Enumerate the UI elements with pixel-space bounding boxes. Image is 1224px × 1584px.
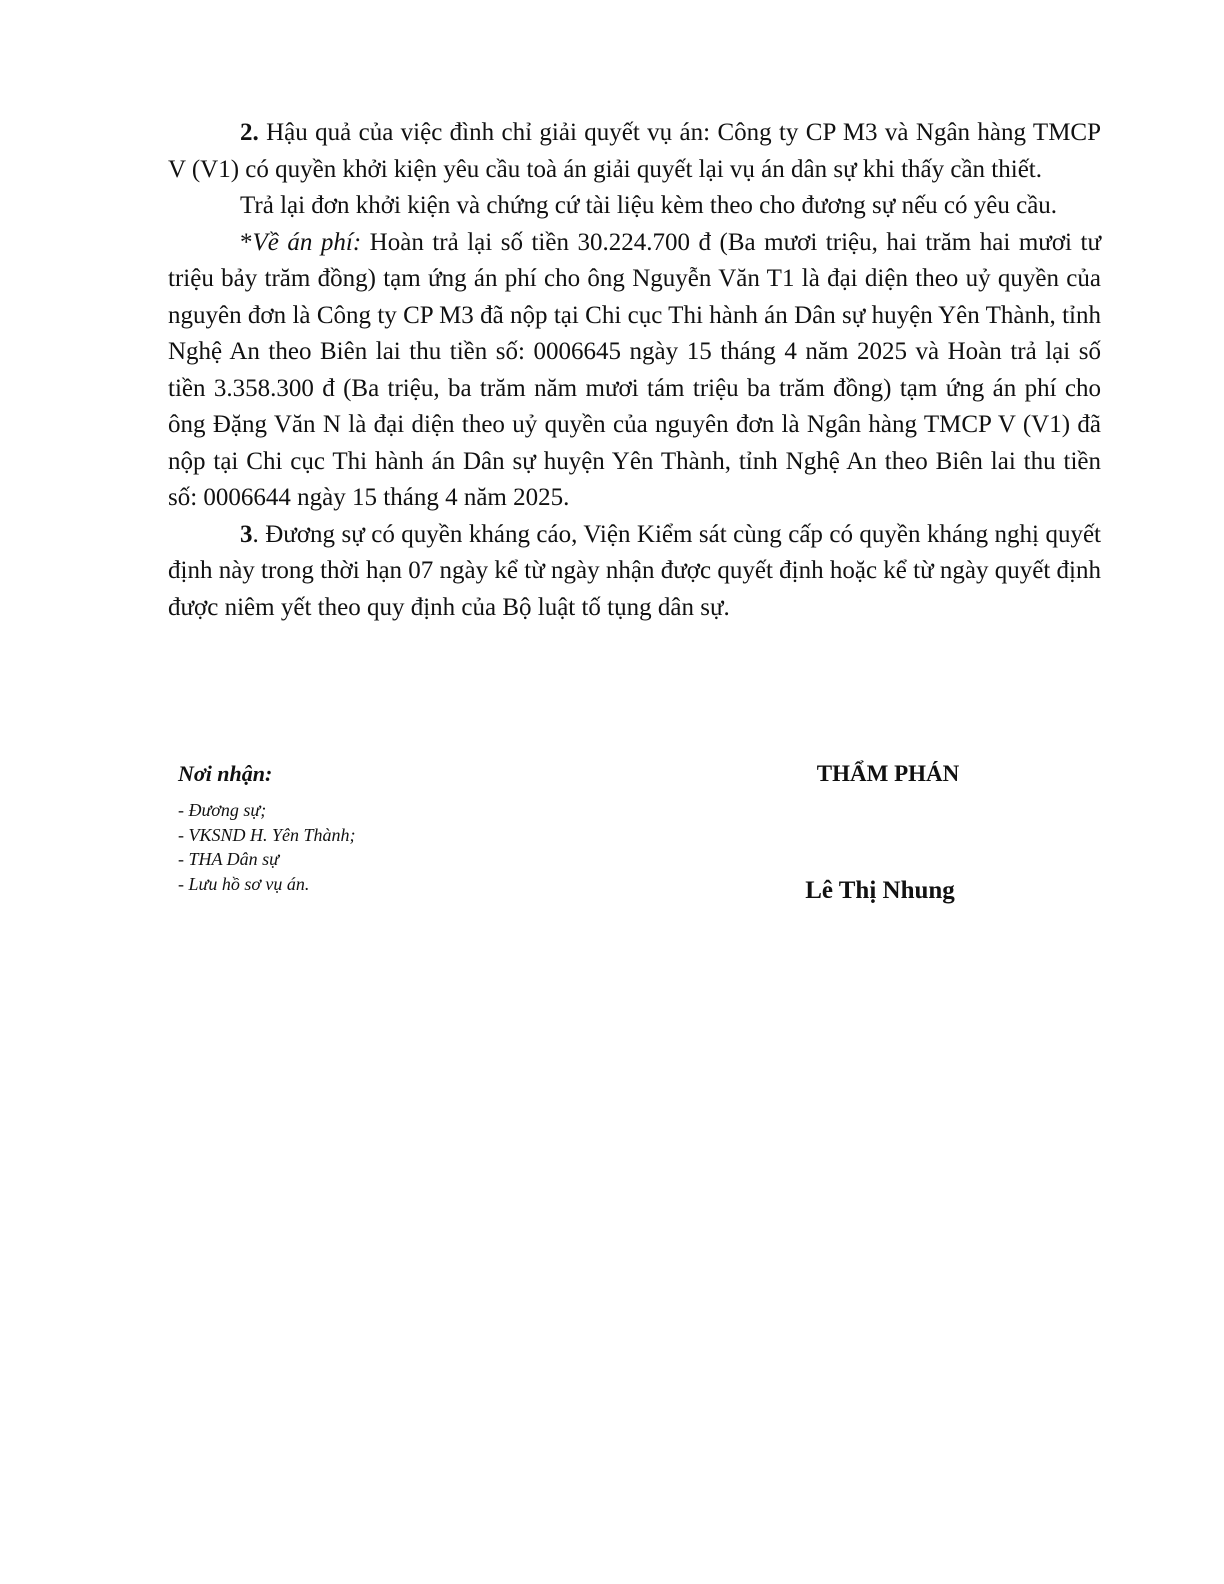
- paragraph-text: . Đương sự có quyền kháng cáo, Viện Kiểm sát cùng cấp có quyền kháng nghị quyết định này trong thời hạn 07 ngày kể từ ngày nhận được quyết định hoặc kể từ ngày quyết định được niêm yết theo quy định của Bộ luật tố tụng dân sự.: [168, 520, 1101, 621]
- court-fee-label: Về án phí:: [252, 228, 362, 256]
- paragraph-consequences: [168, 115, 1101, 188]
- paragraph-number: 3: [240, 520, 253, 548]
- document-body: [168, 115, 1101, 626]
- paragraph-text: Hậu quả của việc đình chỉ giải quyết vụ án: Công ty CP M3 và Ngân hàng TMCP V (V1) có quyền khởi kiện yêu cầu toà án giải quyết lại vụ án dân sự khi thấy cần thiết.: [168, 119, 1101, 183]
- document-footer: [178, 760, 1078, 920]
- recipient-item: - THA Dân sự: [178, 849, 279, 869]
- recipients-title: Nơi nhận:: [178, 761, 273, 786]
- recipient-item: - Lưu hồ sơ vụ án.: [178, 873, 310, 894]
- asterisk: *: [240, 228, 253, 256]
- recipient-item: - VKSND H. Yên Thành;: [178, 824, 356, 845]
- paragraph-number: 2.: [240, 119, 259, 146]
- recipients-list: [178, 798, 598, 896]
- signature-title: THẨM PHÁN: [816, 761, 960, 786]
- recipient-item: - Đương sự;: [178, 800, 267, 820]
- signature-block: [738, 760, 1038, 906]
- paragraph-return-documents: [168, 188, 1101, 225]
- paragraph-appeal-rights: [168, 517, 1101, 627]
- paragraph-text: Hoàn trả lại số tiền 30.224.700 đ (Ba mươi triệu, hai trăm hai mươi tư triệu bảy trăm đồng) tạm ứng án phí cho ông Nguyễn Văn T1 là đại diện theo uỷ quyền của nguyên đơn là Công ty CP M3 đã nộp tại Chi cục Thi hành án Dân sự huyện Yên Thành, tỉnh Nghệ An theo Biên lai thu tiền số: 0006645 ngày 15 tháng 4 năm 2025 và Hoàn trả lại số tiền 3.358.300 đ (Ba triệu, ba trăm năm mươi tám triệu ba trăm đồng) tạm ứng án phí cho ông Đặng Văn N là đại diện theo uỷ quyền của nguyên đơn là Ngân hàng TMCP V (V1) đã nộp tại Chi cục Thi hành án Dân sự huyện Yên Thành, tỉnh Nghệ An theo Biên lai thu tiền số: 0006644 ngày 15 tháng 4 năm 2025.: [168, 228, 1101, 511]
- paragraph-court-fee: [168, 225, 1101, 517]
- recipients-block: [178, 760, 598, 896]
- signer-name: Lê Thị Nhung: [805, 877, 955, 904]
- paragraph-text: Trả lại đơn khởi kiện và chứng cứ tài liệu kèm theo cho đương sự nếu có yêu cầu.: [240, 192, 1058, 219]
